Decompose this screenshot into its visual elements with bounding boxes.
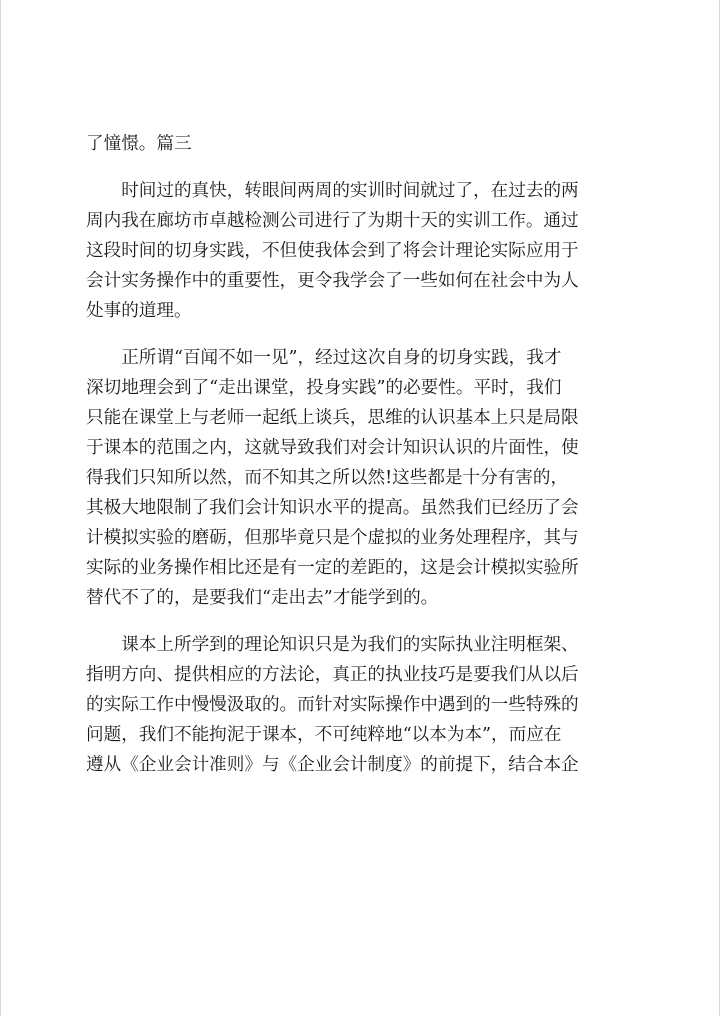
text-line: 课本上所学到的理论知识只是为我们的实际执业注明框架、 (86, 635, 579, 655)
text-line: 于课本的范围之内，这就导致我们对会计知识认识的片面性，使 (86, 438, 579, 458)
text-line: 正所谓“百闻不如一见”，经过这次自身的切身实践，我才 (86, 348, 562, 368)
text-line: 处事的道理。 (86, 301, 192, 321)
paragraph-3 (86, 343, 638, 613)
text-line: 会计实务操作中的重要性，更令我学会了一些如何在社会中为人 (86, 271, 579, 291)
paragraph-spacer (86, 613, 638, 630)
text-line: 周内我在廊坊市卓越检测公司进行了为期十天的实训工作。通过 (86, 211, 579, 231)
document-body (86, 129, 638, 780)
paragraph-4 (86, 630, 638, 780)
text-line: 这段时间的切身实践，不但使我体会到了将会计理论实际应用于 (86, 241, 579, 261)
text-line: 其极大地限制了我们会计知识水平的提高。虽然我们已经历了会 (86, 498, 579, 518)
text-line: 计模拟实验的磨砺，但那毕竟只是个虚拟的业务处理程序，其与 (86, 528, 579, 548)
text-line: 遵从《企业会计准则》与《企业会计制度》的前提下，结合本企 (86, 755, 579, 775)
text-line: 得我们只知所以然，而不知其之所以然!这些都是十分有害的， (86, 468, 569, 488)
text-line: 指明方向、提供相应的方法论，真正的执业技巧是要我们从以后 (86, 665, 579, 685)
paragraph-1 (86, 129, 638, 159)
text-line: 实际的业务操作相比还是有一定的差距的，这是会计模拟实验所 (86, 558, 579, 578)
paragraph-spacer (86, 326, 638, 343)
text-line: 了憧憬。篇三 (86, 134, 192, 154)
paragraph-2 (86, 176, 638, 326)
text-line: 深切地理会到了“走出课堂，投身实践”的必要性。平时，我们 (86, 378, 562, 398)
text-line: 时间过的真快，转眼间两周的实训时间就过了，在过去的两 (86, 181, 579, 201)
paragraph-spacer (86, 159, 638, 176)
text-line: 问题，我们不能拘泥于课本，不可纯粹地“以本为本”，而应在 (86, 725, 562, 745)
text-line: 替代不了的，是要我们“走出去”才能学到的。 (86, 588, 439, 608)
text-line: 的实际工作中慢慢汲取的。而针对实际操作中遇到的一些特殊的 (86, 695, 579, 715)
text-line: 只能在课堂上与老师一起纸上谈兵，思维的认识基本上只是局限 (86, 408, 579, 428)
